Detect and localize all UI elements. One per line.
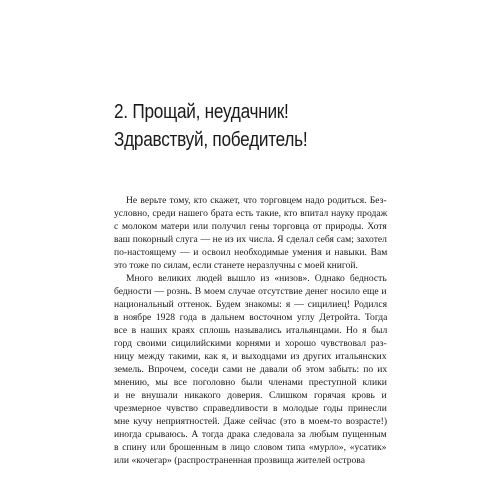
body-text-line: Не верьте тому, кто скажет, что торговцем надо родиться. Без- (126, 195, 387, 206)
body-text-line: условно, среди нашего брата есть такие, кто впитал науку продаж (114, 208, 388, 219)
body-text-line: в спину или брошенным в лицо словом типа «мурло», «усатик» (114, 442, 387, 453)
body-text-line: по-настоящему — и освоил необходимые умения и навыки. Вам (114, 247, 388, 258)
body-text-line: мнению, мы все поголовно были членами преступной клики (114, 377, 387, 388)
body-text-line: ваш покорный слуга — не из их числа. Я сделал себя сам; захотел (114, 234, 387, 245)
body-text-line: национальный оттенок. Будем знакомы: я — сицилиец! Родился (114, 299, 387, 310)
body-text-line: мне кучу неприятностей. Даже сейчас (это в моем-то возрасте!) (114, 416, 388, 427)
body-text-line: земель. Впрочем, соседи сами не давали об этом забыть: по их (114, 364, 388, 375)
body-text-line: бедности — рознь. В моем случае отсутствие денег носило еще и (114, 286, 387, 297)
chapter-title (114, 98, 372, 154)
body-text-line: или «кочегар» (распространенная прозвища жителей острова (114, 455, 365, 466)
body-text-line: иногда срываюсь. А тогда драка следовала за любым пущенным (114, 429, 387, 440)
body-text-line: и не внушали никакого доверия. Слишком горячая кровь и (114, 390, 387, 401)
body-text-line: это тоже по силам, если станете неразлучны с моей книгой. (114, 260, 358, 271)
body-text-line: Много великих людей вышло из «низов». Однако бедность (126, 273, 387, 284)
body-text-line: чрезмерное чувство справедливости в молодые годы принесли (114, 403, 387, 414)
body-text-line: горд своими сицилийскими корнями и хорошо чувствовал раз- (114, 338, 387, 349)
chapter-title-line: 2. Прощай, неудачник! (114, 101, 289, 123)
chapter-title-line: Здравствуй, победитель! (114, 129, 308, 151)
body-text-line: ницу между такими, как я, и выходцами из других итальянских (114, 351, 387, 362)
body-text-line: с молоком матери или получил гены торговца от природы. Хотя (114, 221, 387, 232)
body-text-line: в ноябре 1928 года в дальнем восточном углу Детройта. Тогда (114, 312, 388, 323)
body-text (114, 194, 387, 467)
body-text-line: все в наших краях сплошь назывались итальянцами. Но я был (114, 325, 388, 336)
